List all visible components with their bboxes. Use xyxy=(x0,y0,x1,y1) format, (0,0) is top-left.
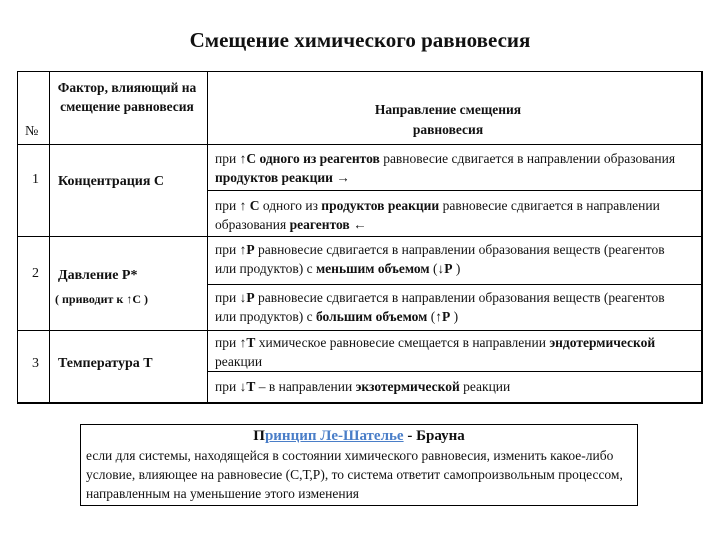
principle-title-first: П xyxy=(253,428,265,444)
emphasis-text: ↓Т xyxy=(239,379,256,394)
principle-title-rest: - Брауна xyxy=(403,428,465,444)
emphasis-text: продуктов реакции xyxy=(215,170,333,185)
row-num: 1 xyxy=(32,172,39,187)
principle-link[interactable]: ринцип Ле-Шателье xyxy=(264,428,404,444)
row-num: 3 xyxy=(32,356,39,371)
row-factor: Температура Т xyxy=(58,356,153,371)
emphasis-text: ↑С одного из реагентов xyxy=(239,151,380,166)
emphasis-text: реагентов xyxy=(289,217,350,232)
subrow-divider xyxy=(207,371,701,372)
principle-box xyxy=(80,424,638,506)
header-divider xyxy=(18,144,701,145)
emphasis-text: продуктов реакции xyxy=(321,198,440,213)
effect-text: при ↑С одного из реагентов равновесие сдвигается в направлении образования продуктов реакции → xyxy=(215,151,676,185)
effect-text: при ↑Т химическое равновесие смещается в направлении эндотермической реакции xyxy=(215,335,656,369)
emphasis-text: ↑Т xyxy=(239,335,256,350)
emphasis-text: ↑Р xyxy=(239,242,255,257)
effect-text: при ↓Т – в направлении экзотермической реакции xyxy=(215,379,511,394)
row-factor: Концентрация С xyxy=(58,174,165,189)
emphasis-text: ↑ С xyxy=(239,198,260,213)
effect-text: при ↓Р равновесие сдвигается в направлении образования веществ (реагентов или продуктов) с большим объемом (↑Р ) xyxy=(215,290,665,324)
subrow-divider xyxy=(207,190,701,191)
page-title: Смещение химического равновесия xyxy=(189,28,531,52)
header-direction: Направление смещения равновесия xyxy=(374,102,522,137)
principle-text: если для системы, находящейся в состоянии химического равновесия, изменить какое-либо условие, влияющее на равновесие (С,Т,Р), то система ответит самопроизвольным процессом, направленным на уменьшение этого изменения xyxy=(86,448,623,501)
emphasis-text: эндотермической xyxy=(549,335,656,350)
equilibrium-table xyxy=(17,71,703,404)
emphasis-text: ↓Р xyxy=(437,261,453,276)
row-divider xyxy=(18,330,701,331)
header-num: № xyxy=(25,124,39,139)
subrow-divider xyxy=(207,284,701,285)
emphasis-text: большим объемом xyxy=(315,309,428,324)
column-divider xyxy=(49,72,50,402)
emphasis-text: ↑Р xyxy=(435,309,451,324)
row-divider xyxy=(18,236,701,237)
emphasis-text: ↓Р xyxy=(239,290,255,305)
effect-text: при ↑Р равновесие сдвигается в направлении образования веществ (реагентов или продуктов) с меньшим объемом (↓Р ) xyxy=(215,242,665,276)
row-factor: Давление Р* xyxy=(58,268,138,283)
principle-title xyxy=(81,427,637,446)
emphasis-text: меньшим объемом xyxy=(315,261,430,276)
row-factor-note: ( приводит к ↑С ) xyxy=(55,292,149,306)
row-num: 2 xyxy=(32,266,39,281)
effect-text: при ↑ С одного из продуктов реакции равновесие сдвигается в направлении образования реагентов ← xyxy=(215,198,660,232)
column-divider xyxy=(207,72,208,402)
emphasis-text: экзотермической xyxy=(355,379,460,394)
header-factor: Фактор, влияющий на смещение равновесия xyxy=(57,80,197,114)
